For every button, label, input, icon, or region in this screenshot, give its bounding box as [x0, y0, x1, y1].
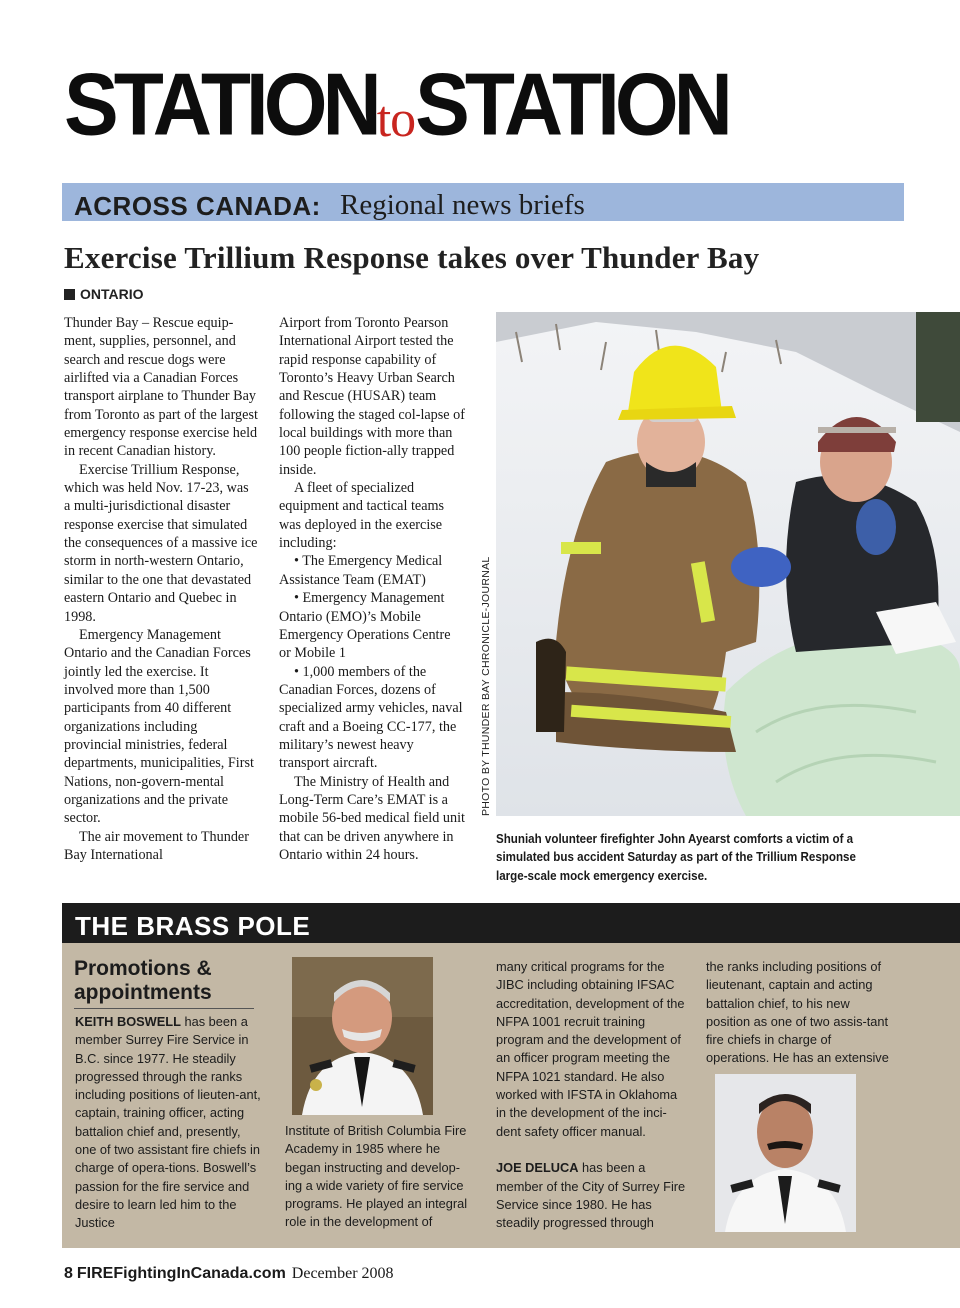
deluca-portrait — [715, 1074, 856, 1232]
section-banner-lead: ACROSS CANADA: — [74, 191, 321, 221]
boswell-text: has been a member Surrey Fire Service in B.C. since 1977. He steadily progressed through the ranks including positions of lieuten-ant, captain, training officer, acting battalion chief and, presently, one of two assistant fire chiefs in charge of opera-tions. Boswell’s passion for the fire service and desire to learn led him to the Justice — [75, 1014, 261, 1231]
article-column-2 — [279, 314, 465, 864]
brass-column-1 — [75, 1013, 265, 1233]
brass-column-2 — [285, 1122, 475, 1232]
page-footer — [64, 1265, 394, 1283]
article-paragraph: Airport from Toronto Pearson International Airport tested the rapid response capability of Toronto’s Heavy Urban Search and Rescue (HUSAR) team following the staged col-lapse of local buildings with more than 100 people fiction-ally trapped inside. — [279, 315, 465, 478]
boswell-paragraph — [75, 1013, 265, 1233]
section-banner — [62, 183, 904, 221]
deluca-name: JOE DELUCA — [496, 1160, 579, 1176]
masthead-title — [64, 55, 728, 154]
deluca-text: has been a member of the City of Surrey Fire Service since 1980. He has steadily progressed through — [496, 1160, 686, 1231]
page-number: 8 — [64, 1265, 73, 1282]
deluca-continued: the ranks including positions of lieutenant, captain and acting battalion chief, to his new position as one of two assis-tant fire chiefs in charge of operations. He has an extensive — [706, 959, 889, 1066]
article-paragraph: Exercise Trillium Response, which was held Nov. 17-23, was a multi-jurisdictional disaster response exercise that simulated the consequences of a massive ice storm in north-western Ontario, similar to the one that devastated eastern Ontario and Quebec in 1998. — [64, 461, 258, 625]
masthead-part-2: to — [376, 91, 416, 148]
article-column-1 — [64, 314, 258, 864]
region-label: ONTARIO — [80, 286, 144, 302]
photo-caption: Shuniah volunteer firefighter John Ayearst comforts a victim of a simulated bus accident Saturday as part of the Trillium Response large-scale mock emergency exercise. — [496, 832, 856, 883]
article-paragraph: Emergency Management Ontario and the Canadian Forces jointly led the exercise. It involved more than 1,500 participants from 40 different organizations including provincial ministries, federal departments, municipalities, First Nations, non-govern-mental organizations and the private sector. — [64, 626, 254, 827]
brass-column-4 — [706, 958, 896, 1068]
region-square-icon — [64, 289, 75, 300]
article-bullet: • 1,000 members of the Canadian Forces, dozens of specialized army vehicles, naval craft and a Boeing CC-177, the military’s newest heavy transport aircraft. — [279, 663, 463, 772]
article-bullet: • The Emergency Medical Assistance Team (EMAT) — [279, 553, 443, 588]
masthead-part-3: STATION — [415, 55, 728, 154]
article-paragraph: A fleet of specialized equipment and tactical teams was deployed in the exercise including: — [279, 480, 445, 552]
article-paragraph: The air movement to Thunder Bay International — [64, 828, 249, 863]
article-bullet: • Emergency Management Ontario (EMO)’s Mobile Emergency Operations Centre or Mobile 1 — [279, 590, 451, 662]
footer-site: FIREFightingInCanada.com — [76, 1265, 286, 1282]
article-paragraph: Thunder Bay – Rescue equip-ment, supplies, personnel, and search and rescue dogs were airlifted via a Canadian Forces transport airplane to Thunder Bay from Toronto as part of the largest emergency response exercise held in recent Canadian history. — [64, 315, 258, 460]
boswell-name: KEITH BOSWELL — [75, 1014, 181, 1029]
boswell-portrait-illustration — [292, 957, 433, 1115]
brass-pole-title: THE BRASS POLE — [75, 911, 311, 941]
section-banner-subtitle: Regional news briefs — [340, 189, 585, 221]
deluca-portrait-illustration — [715, 1074, 856, 1232]
firefighter-photo-illustration — [496, 312, 960, 816]
article-paragraph: The Ministry of Health and Long-Term Care’s EMAT is a mobile 56-bed medical field unit that can be driven anywhere in Ontario within 24 hours. — [279, 773, 465, 863]
deluca-paragraph — [496, 1159, 686, 1232]
promotions-subtitle: Promotions & appointments — [74, 957, 212, 1004]
boswell-continued: Institute of British Columbia Fire Academy in 1985 where he began instructing and develop-ing a wide variety of fire service programs. He played an integral role in the development of — [285, 1123, 468, 1230]
article-headline: Exercise Trillium Response takes over Thunder Bay — [64, 240, 760, 275]
masthead-part-1: STATION — [64, 55, 377, 154]
boswell-continued-2: many critical programs for the JIBC including obtaining IFSAC accreditation, development of the NFPA 1001 recruit training program and the development of an officer program meeting the NFPA 1021 standard. He also worked with IFSTA in Oklahoma in the development of the inci-dent safety officer manual. — [496, 959, 685, 1139]
photo-credit-text: PHOTO BY THUNDER BAY CHRONICLE-JOURNAL — [480, 556, 492, 816]
brass-column-3 — [496, 958, 686, 1232]
article-region — [64, 286, 144, 302]
article-photo — [496, 312, 960, 816]
boswell-portrait — [292, 957, 433, 1115]
promotions-divider — [74, 1008, 254, 1009]
footer-date: December 2008 — [291, 1265, 394, 1282]
